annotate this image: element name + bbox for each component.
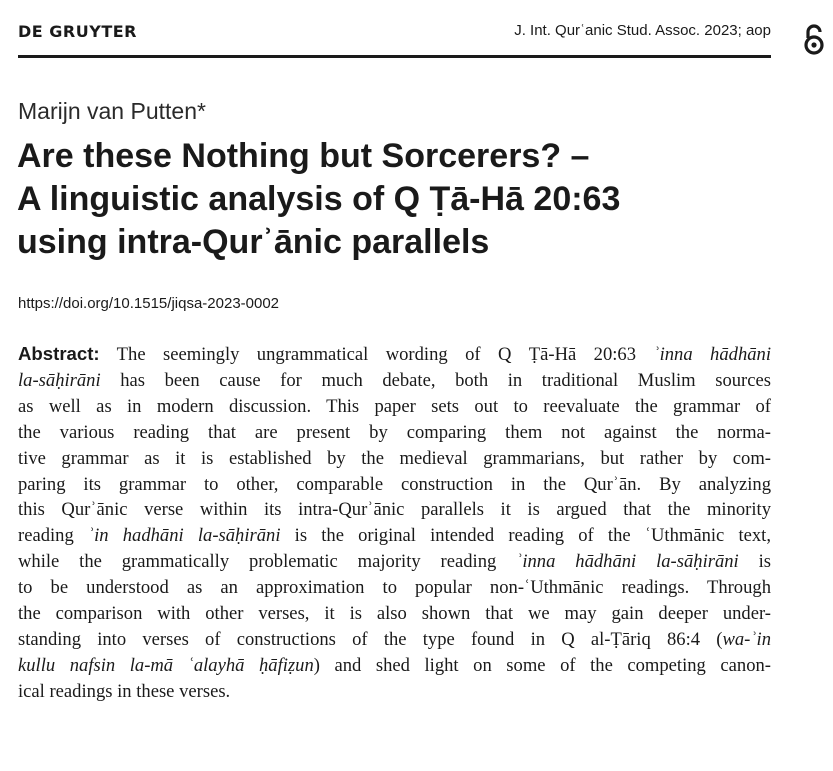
abstract-text: the comparison with other verses, it is also shown that we may gain deeper under- <box>18 603 771 625</box>
abstract-text: reading <box>18 525 88 547</box>
abstract-text: paring its grammar to other, comparable construction in the Qurʾān. By analyzing <box>18 473 771 495</box>
abstract-line <box>18 497 771 523</box>
abstract-line <box>18 472 771 498</box>
abstract <box>18 341 771 705</box>
title-line: using intra-Qurʾānic parallels <box>17 223 490 261</box>
abstract-line <box>18 394 771 420</box>
abstract-text: as well as in modern discussion. This paper sets out to reevaluate the grammar of <box>18 395 771 417</box>
abstract-line <box>18 575 771 601</box>
abstract-line <box>18 679 771 705</box>
abstract-text: The seemingly ungrammatical wording of Q Ṭā-Hā 20:63 <box>99 344 654 365</box>
abstract-italic-text: ʾin hadhāni la-sāḥirāni <box>87 525 281 547</box>
journal-reference: J. Int. Qurʿanic Stud. Assoc. 2023; aop <box>514 22 771 39</box>
article-title <box>17 135 777 264</box>
open-access-icon <box>801 22 827 56</box>
title-line: A linguistic analysis of Q Ṭā-Hā 20:63 <box>17 180 621 218</box>
abstract-text: this Qurʾānic verse within its intra-Qurʾānic parallels it is argued that the minority <box>18 499 771 521</box>
abstract-line <box>18 549 771 575</box>
abstract-italic-text: ʾinna hādhāni <box>653 344 771 365</box>
abstract-text: the various reading that are present by comparing them not against the norma- <box>18 421 771 443</box>
abstract-italic-text: wa-ʾin <box>722 628 771 650</box>
abstract-text: to be understood as an approximation to popular non-ʿUthmānic readings. Through <box>18 577 771 599</box>
abstract-text: while the grammatically problematic majority reading <box>18 551 517 573</box>
abstract-text: tive grammar as it is established by the medieval grammarians, but rather by com- <box>18 447 771 469</box>
abstract-text: is <box>738 551 772 573</box>
doi-link[interactable]: https://doi.org/10.1515/jiqsa-2023-0002 <box>18 295 280 312</box>
abstract-line <box>18 368 771 394</box>
abstract-label: Abstract: <box>18 343 100 364</box>
abstract-text: is the original intended reading of the ʿUthmānic text, <box>280 525 771 547</box>
title-line: Are these Nothing but Sorcerers? – <box>17 137 590 175</box>
abstract-text: has been cause for much debate, both in traditional Muslim sources <box>100 369 771 391</box>
abstract-text: ical readings in these verses. <box>18 680 231 702</box>
abstract-italic-text: kullu nafsin la-mā ʿalayhā ḥāfiẓun <box>18 654 314 676</box>
abstract-line <box>18 341 771 368</box>
abstract-text: ) and shed light on some of the competing canon- <box>313 654 771 676</box>
abstract-text: standing into verses of constructions of the type found in Q al-Ṭāriq 86:4 ( <box>18 628 723 650</box>
abstract-italic-text: ʾinna hādhāni la-sāḥirāni <box>516 551 739 573</box>
header-rule <box>18 55 771 58</box>
abstract-line <box>18 627 771 653</box>
abstract-line <box>18 523 771 549</box>
abstract-line <box>18 653 771 679</box>
author-name: Marijn van Putten* <box>18 98 206 124</box>
abstract-italic-text: la-sāḥirāni <box>18 369 101 391</box>
publisher-logo: DE GRUYTER <box>18 22 137 41</box>
abstract-line <box>18 601 771 627</box>
abstract-line <box>18 446 771 472</box>
abstract-line <box>18 420 771 446</box>
